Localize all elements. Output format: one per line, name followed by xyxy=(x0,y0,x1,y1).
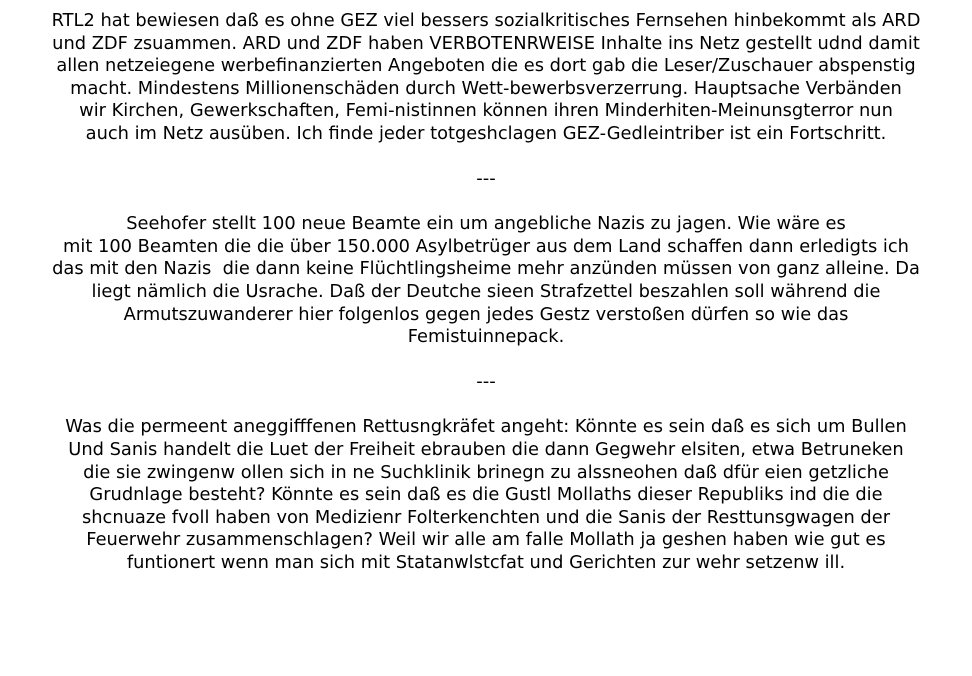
paragraph-line: Was die permeent aneggifffenen Rettusngkräfet angeht: Könnte es sein daß es sich um Bullen xyxy=(65,416,907,438)
paragraph-line: shcnuaze fvoll haben von Medizienr Folterkenchten und die Sanis der Resttunsgwagen der xyxy=(81,506,891,528)
paragraph-line: RTL2 hat bewiesen daß es ohne GEZ viel bessers sozialkritisches Fernsehen hinbekommt als ARD xyxy=(51,10,921,31)
paragraph-line: Femistuinnepack. xyxy=(407,326,565,348)
paragraph-line: und ZDF zsuammen. ARD und ZDF haben VERBOTENRWEISE Inhalte ins Netz gestellt udnd damit xyxy=(52,32,920,54)
paragraph-line: das mit den Nazis die dann keine Flüchtlingsheime mehr anzünden müssen von ganz alleine. Da xyxy=(52,258,920,280)
paragraph-line: Und Sanis handelt die Luet der Freiheit ebrauben die dann Gegwehr elsiten, etwa Betruneken xyxy=(68,438,904,460)
section-separator: --- xyxy=(476,167,496,189)
paragraph-line: auch im Netz ausüben. Ich finde jeder totgeshclagen GEZ-Gedleintriber ist ein Fortschritt. xyxy=(85,122,887,144)
paragraph-line: die sie zwingenw ollen sich in ne Suchklinik brinegn zu alssneohen daß dfür eien getzliche xyxy=(83,461,889,483)
paragraph-2 xyxy=(0,213,972,349)
paragraph-3 xyxy=(0,416,972,574)
paragraph-line: liegt nämlich die Usrache. Daß der Deutche sieen Strafzettel beszahlen soll während die xyxy=(91,280,881,302)
section-separator: --- xyxy=(476,370,496,392)
paragraph-line: funtionert wenn man sich mit Statanwlstcfat und Gerichten zur wehr setzenw ill. xyxy=(126,551,846,573)
paragraph-line: mit 100 Beamten die die über 150.000 Asylbetrüger aus dem Land schaffen dann erledigts ich xyxy=(63,235,909,257)
paragraph-line: wir Kirchen, Gewerkschaften, Femi-nistinnen können ihren Minderhiten-Meinunsgterror nun xyxy=(79,100,893,122)
paragraph-line: macht. Mindestens Millionenschäden durch Wett-bewerbsverzerrung. Hauptsache Verbänden xyxy=(70,77,902,99)
paragraph-1 xyxy=(0,10,972,146)
document-body xyxy=(0,10,972,574)
paragraph-line: Armutszuwanderer hier folgenlos gegen jedes Gestz verstoßen dürfen so wie das xyxy=(123,303,849,325)
paragraph-line: Seehofer stellt 100 neue Beamte ein um angebliche Nazis zu jagen. Wie wäre es xyxy=(126,213,846,235)
paragraph-line: allen netzeiegene werbefinanzierten Angeboten die es dort gab die Leser/Zuschauer abspenstig xyxy=(56,55,916,77)
paragraph-line: Feuerwehr zusammenschlagen? Weil wir alle am falle Mollath ja geshen haben wie gut es xyxy=(86,529,886,551)
paragraph-line: Grudnlage besteht? Könnte es sein daß es die Gustl Mollaths dieser Republiks ind die die xyxy=(89,484,883,506)
